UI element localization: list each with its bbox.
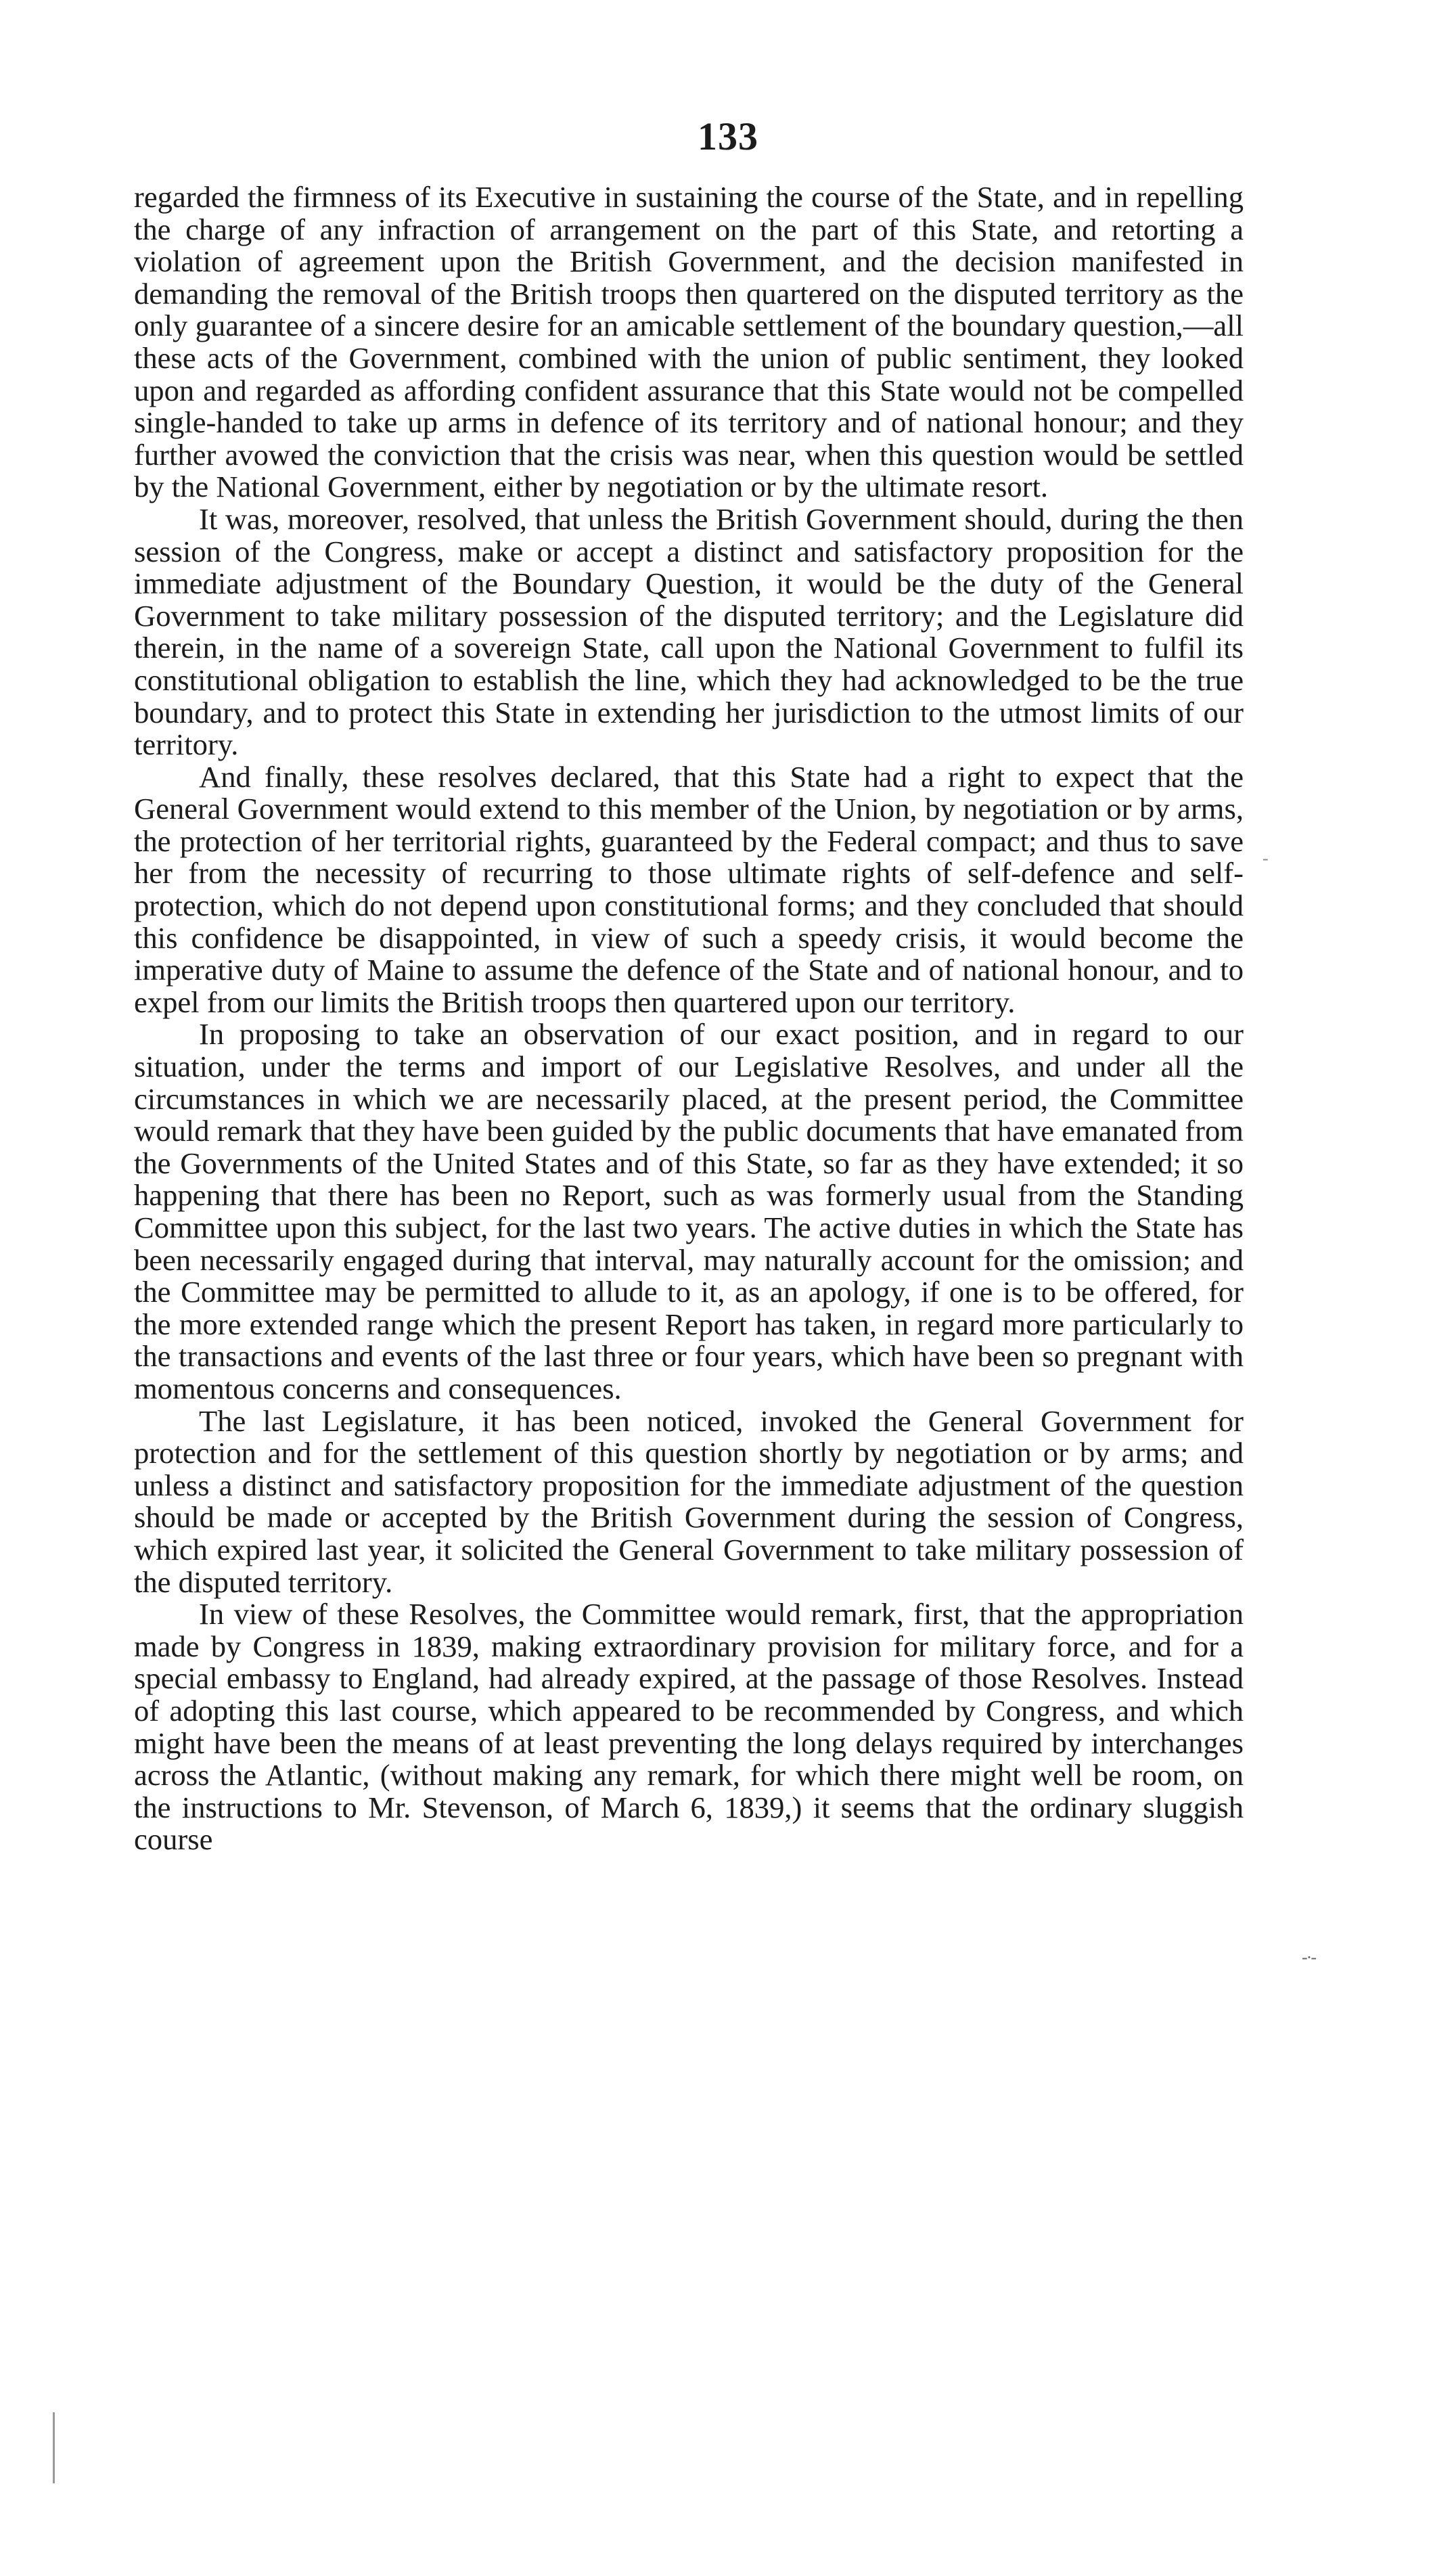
paragraph: And finally, these resolves declared, that this State had a right to expect that the General Government would extend to this member of the Union, by negotiation or by arms, the protection of her territorial rights, guaranteed by the Federal compact; and thus to save her from the necessity of recurring to those ultimate rights of self-defence and self-protection, which do not depend upon constitutional forms; and they concluded that should this confidence be disappointed, in view of such a speedy crisis, it would become the imperative duty of Maine to assume the defence of the State and of national honour, and to expel from our limits the British troops then quartered upon our territory. bbox=[134, 759, 1244, 1019]
page-number: 133 bbox=[698, 114, 758, 158]
paragraph: In view of these Resolves, the Committee would remark, first, that the appropriation made by Congress in 1839, making extraordinary provision for military force, and for a special embassy to England, had already expired, at the passage of those Resolves. Instead of adopting this last course, which appeared to be recommended by Congress, and which might have been the means of at least preventing the long delays required by interchanges across the Atlantic, (without making any remark, for which there might well be room, on the instructions to Mr. Stevenson, of March 6, 1839,) it seems that the ordinary sluggish course bbox=[134, 1597, 1244, 1857]
paragraph: In proposing to take an observation of our exact position, and in regard to our situation, under the terms and import of our Legislative Resolves, and under all the circumstances in which we are necessarily placed, at the present period, the Committee would remark that they have been guided by the public documents that have emanated from the Governments of the United States and of this State, so far as they have extended; it so happening that there has been no Report, such as was formerly usual from the Standing Committee upon this subject, for the last two years. The active duties in which the State has been necessarily engaged during that interval, may naturally account for the omission; and the Committee may be permitted to allude to it, as an apology, if one is to be offered, for the more extended range which the present Report has taken, in regard more particularly to the transactions and events of the last three or four years, which have been so pregnant with momentous concerns and consequences. bbox=[134, 1017, 1244, 1405]
margin-speck: - bbox=[1262, 849, 1269, 868]
paragraph: It was, moreover, resolved, that unless the British Government should, during the then session of the Congress, make or accept a distinct and satisfactory proposition for the immediate adjustment of the Boundary Question, it would be the duty of the General Government to take military possession of the disputed territory; and the Legislature did therein, in the name of a sovereign State, call upon the National Government to fulfil its constitutional obligation to establish the line, which they had acknowledged to be the true boundary, and to protect this State in extending her jurisdiction to the utmost limits of our territory. bbox=[134, 501, 1244, 762]
paragraph: The last Legislature, it has been noticed, invoked the General Government for protection and for the settlement of this question shortly by negotiation or by arms; and unless a distinct and satisfactory proposition for the immediate adjustment of the question should be made or accepted by the British Government during the session of Congress, which expired last year, it solicited the General Government to take military possession of the disputed territory. bbox=[134, 1403, 1244, 1599]
margin-speck: -·- bbox=[1302, 1947, 1315, 1967]
paragraph-continuation: regarded the firmness of its Executive in sustaining the course of the State, and in repelling the charge of any infraction of arrangement on the part of this State, and retorting a violation of agreement upon the British Government, and the decision manifested in demanding the removal of the British troops then quartered on the disputed territory as the only guarantee of a sincere desire for an amicable settlement of the boundary question,—all these acts of the Government, combined with the union of public sentiment, they looked upon and regarded as affording confident assurance that this State would not be compelled single-handed to take up arms in defence of its territory and of national honour; and they further avowed the conviction that the crisis was near, when this question would be settled by the National Government, either by negotiation or by the ultimate resort. bbox=[134, 180, 1244, 504]
body-text bbox=[134, 181, 1244, 1856]
binding-edge-mark bbox=[53, 2412, 55, 2483]
